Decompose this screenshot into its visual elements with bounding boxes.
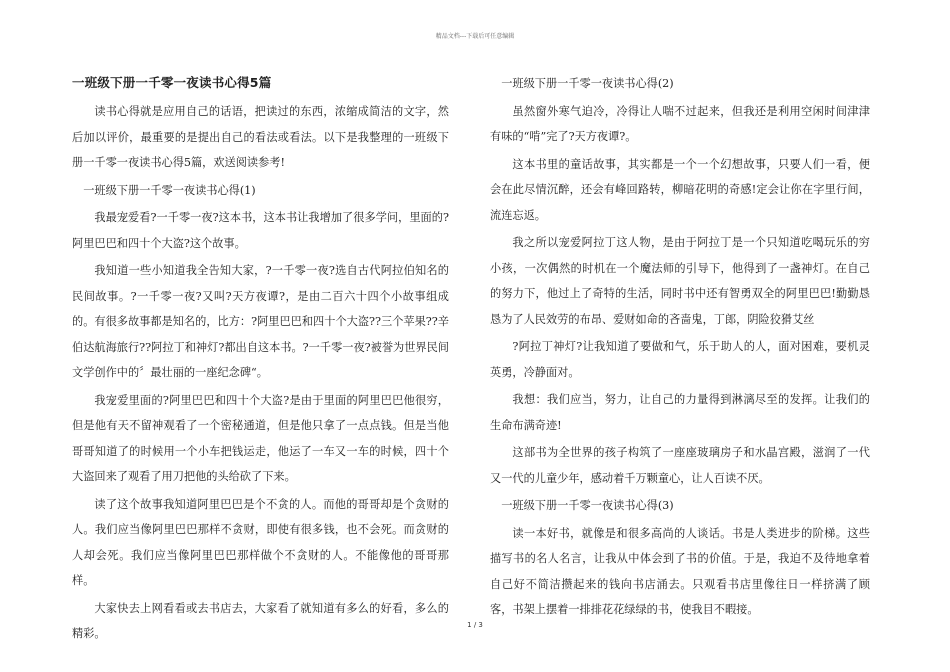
body-paragraph: 我宠爱里面的?阿里巴巴和四十个大盗?是由于里面的阿里巴巴他很穷，但是他有天不留神观看了一个密秘通道，但是他只拿了一点点钱。但是当他哥哥知道了的时候用一个小车把钱运走，他运了一车又一车的时候，四十个大盗回来了观看了用刀把他的头给砍了下来。	[72, 393, 449, 483]
body-paragraph: ?阿拉丁神灯?让我知道了要做和气，乐于助人的人，面对困难，要机灵英勇，冷静面对。	[490, 340, 870, 379]
body-paragraph: 我知道一些小知道我全告知大家，?一千零一夜?选自古代阿拉伯知名的民间故事。?一千零一夜?又叫?天方夜谭?，是由二百六十四个小故事组成的。有很多故事都是知名的，比方：?阿里巴巴和四十个大盗??三个苹果??辛伯达航海旅行??阿拉丁和神灯?都出自这本书。?一千零一夜?被誉为世界民间文学创作中的〞最壮丽的一座纪念碑“。	[72, 264, 449, 379]
section-heading-3: 一班级下册一千零一夜读书心得(3)	[501, 499, 674, 512]
body-paragraph: 我之所以宠爱阿拉丁这人物，是由于阿拉丁是一个只知道吃喝玩乐的穷小孩，一次偶然的时机在一个魔法师的引导下，他得到了一盏神灯。在自己的努力下，他过上了奇特的生活，同时书中还有智勇双全的阿里巴巴!勤勤恳恳为了人民效劳的布昂、爱财如命的吝啬鬼，丁郎，阴险狡猾艾丝	[490, 236, 870, 326]
page-number: 1 / 3	[467, 621, 483, 629]
body-paragraph: 我想：我们应当，努力，让自己的力量得到淋漓尽至的发挥。让我们的生命布满奇迹!	[490, 393, 870, 432]
document-title: 一班级下册一千零一夜读书心得5篇	[72, 75, 272, 90]
body-paragraph: 这本书里的童话故事，其实都是一个一个幻想故事，只要人们一看，便会在此尽情沉醉，还会有峰回路转，柳暗花明的奇感!定会让你在字里行间，流连忘返。	[490, 157, 870, 222]
left-column	[72, 70, 449, 649]
section-heading-2: 一班级下册一千零一夜读书心得(2)	[501, 77, 674, 90]
body-paragraph: 这部书为全世界的孩子构筑了一座座玻璃房子和水晶宫殿，滋润了一代又一代的儿童少年，感动着千万颗童心，让人百读不厌。	[490, 446, 870, 485]
section-heading-1: 一班级下册一千零一夜读书心得(1)	[83, 183, 256, 197]
body-paragraph: 大家快去上网看看或去书店去，大家看了就知道有多么的好看，多么的精彩。	[72, 601, 449, 640]
body-paragraph: 读了这个故事我知道阿里巴巴是个不贪的人。而他的哥哥却是个贪财的人。我们应当像阿里巴巴那样不贪财，即使有很多钱，也不会死。而贪财的人却会死。我们应当像阿里巴巴那样做个不贪财的人。不能像他的哥哥那样。	[72, 497, 449, 587]
body-paragraph: 读一本好书，就像是和很多高尚的人谈话。书是人类进步的阶梯。这些描写书的名人名言，让我从中体会到了书的价值。于是，我迫不及待地拿着自己好不简洁攒起来的钱向书店涌去。只观看书店里像往日一样挤满了顾客，书架上摆着一排排花花绿绿的书，使我目不暇接。	[490, 526, 870, 616]
body-paragraph: 虽然窗外寒气迫冷，冷得让人喘不过起来，但我还是利用空闲时间津津有味的“啃”完了?天方夜谭?。	[490, 104, 870, 143]
right-column	[490, 71, 870, 625]
intro-paragraph: 读书心得就是应用自己的话语，把读过的东西，浓缩成简洁的文字，然后加以评价，最重要的是提出自己的看法或看法。以下是我整理的一班级下册一千零一夜读书心得5篇，欢送阅读参考!	[72, 105, 449, 169]
body-paragraph: 我最宠爱看?一千零一夜?这本书，这本书让我增加了很多学问，里面的?阿里巴巴和四十个大盗?这个故事。	[72, 211, 449, 250]
page-header: 精品文档---下载后可任意编辑	[435, 33, 515, 40]
